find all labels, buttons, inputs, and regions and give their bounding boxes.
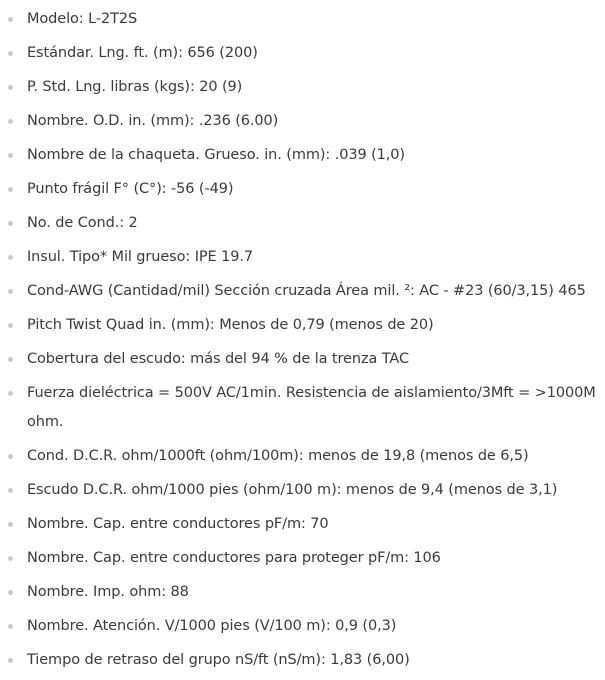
bullet-icon [8,624,13,629]
bullet-icon [8,590,13,595]
spec-text: Tiempo de retraso del grupo nS/ft (nS/m): 1,83 (6,00) [27,652,410,668]
spec-item [0,209,605,238]
spec-item [0,5,605,34]
spec-item [0,107,605,136]
spec-item [0,175,605,204]
spec-text: Nombre. Imp. ohm: 88 [27,584,189,600]
spec-item [0,476,605,505]
spec-item [0,578,605,607]
bullet-icon [8,289,13,294]
spec-text: Escudo D.C.R. ohm/1000 pies (ohm/100 m): menos de 9,4 (menos de 3,1) [27,482,558,498]
spec-text: No. de Cond.: 2 [27,215,138,231]
bullet-icon [8,153,13,158]
spec-item [0,510,605,539]
spec-item [0,141,605,170]
spec-text: Punto frágil F° (C°): -56 (-49) [27,181,234,197]
spec-text: Nombre de la chaqueta. Grueso. in. (mm): .039 (1,0) [27,147,405,163]
bullet-icon [8,556,13,561]
spec-item [0,345,605,374]
spec-item [0,442,605,471]
bullet-icon [8,85,13,90]
spec-item [0,39,605,68]
bullet-icon [8,357,13,362]
bullet-icon [8,323,13,328]
spec-item [0,311,605,340]
spec-text: Insul. Tipo* Mil grueso: IPE 19.7 [27,249,253,265]
bullet-icon [8,255,13,260]
spec-text: Cobertura del escudo: más del 94 % de la trenza TAC [27,351,409,367]
spec-item [0,379,605,437]
spec-text: Cond. D.C.R. ohm/1000ft (ohm/100m): menos de 19,8 (menos de 6,5) [27,448,529,464]
spec-text: P. Std. Lng. libras (kgs): 20 (9) [27,79,243,95]
spec-text: Fuerza dieléctrica = 500V AC/1min. Resistencia de aislamiento/3Mft = >1000M ohm. [27,385,596,430]
spec-item [0,73,605,102]
bullet-icon [8,658,13,663]
bullet-icon [8,221,13,226]
bullet-icon [8,522,13,527]
spec-text: Nombre. Cap. entre conductores para proteger pF/m: 106 [27,550,441,566]
bullet-icon [8,488,13,493]
spec-text: Pitch Twist Quad in. (mm): Menos de 0,79 (menos de 20) [27,317,434,333]
bullet-icon [8,119,13,124]
bullet-icon [8,51,13,56]
spec-text: Modelo: L-2T2S [27,11,138,27]
spec-text: Nombre. Atención. V/1000 pies (V/100 m): 0,9 (0,3) [27,618,397,634]
spec-item [0,544,605,573]
bullet-icon [8,17,13,22]
bullet-icon [8,391,13,396]
spec-item [0,277,605,306]
spec-text: Nombre. O.D. in. (mm): .236 (6.00) [27,113,279,129]
bullet-icon [8,187,13,192]
spec-text: Nombre. Cap. entre conductores pF/m: 70 [27,516,329,532]
spec-item [0,612,605,641]
spec-text: Cond-AWG (Cantidad/mil) Sección cruzada Área mil. ²: AC - #23 (60/3,15) 465 [27,283,586,299]
spec-item [0,646,605,675]
bullet-icon [8,454,13,459]
spec-item [0,243,605,272]
spec-text: Estándar. Lng. ft. (m): 656 (200) [27,45,258,61]
